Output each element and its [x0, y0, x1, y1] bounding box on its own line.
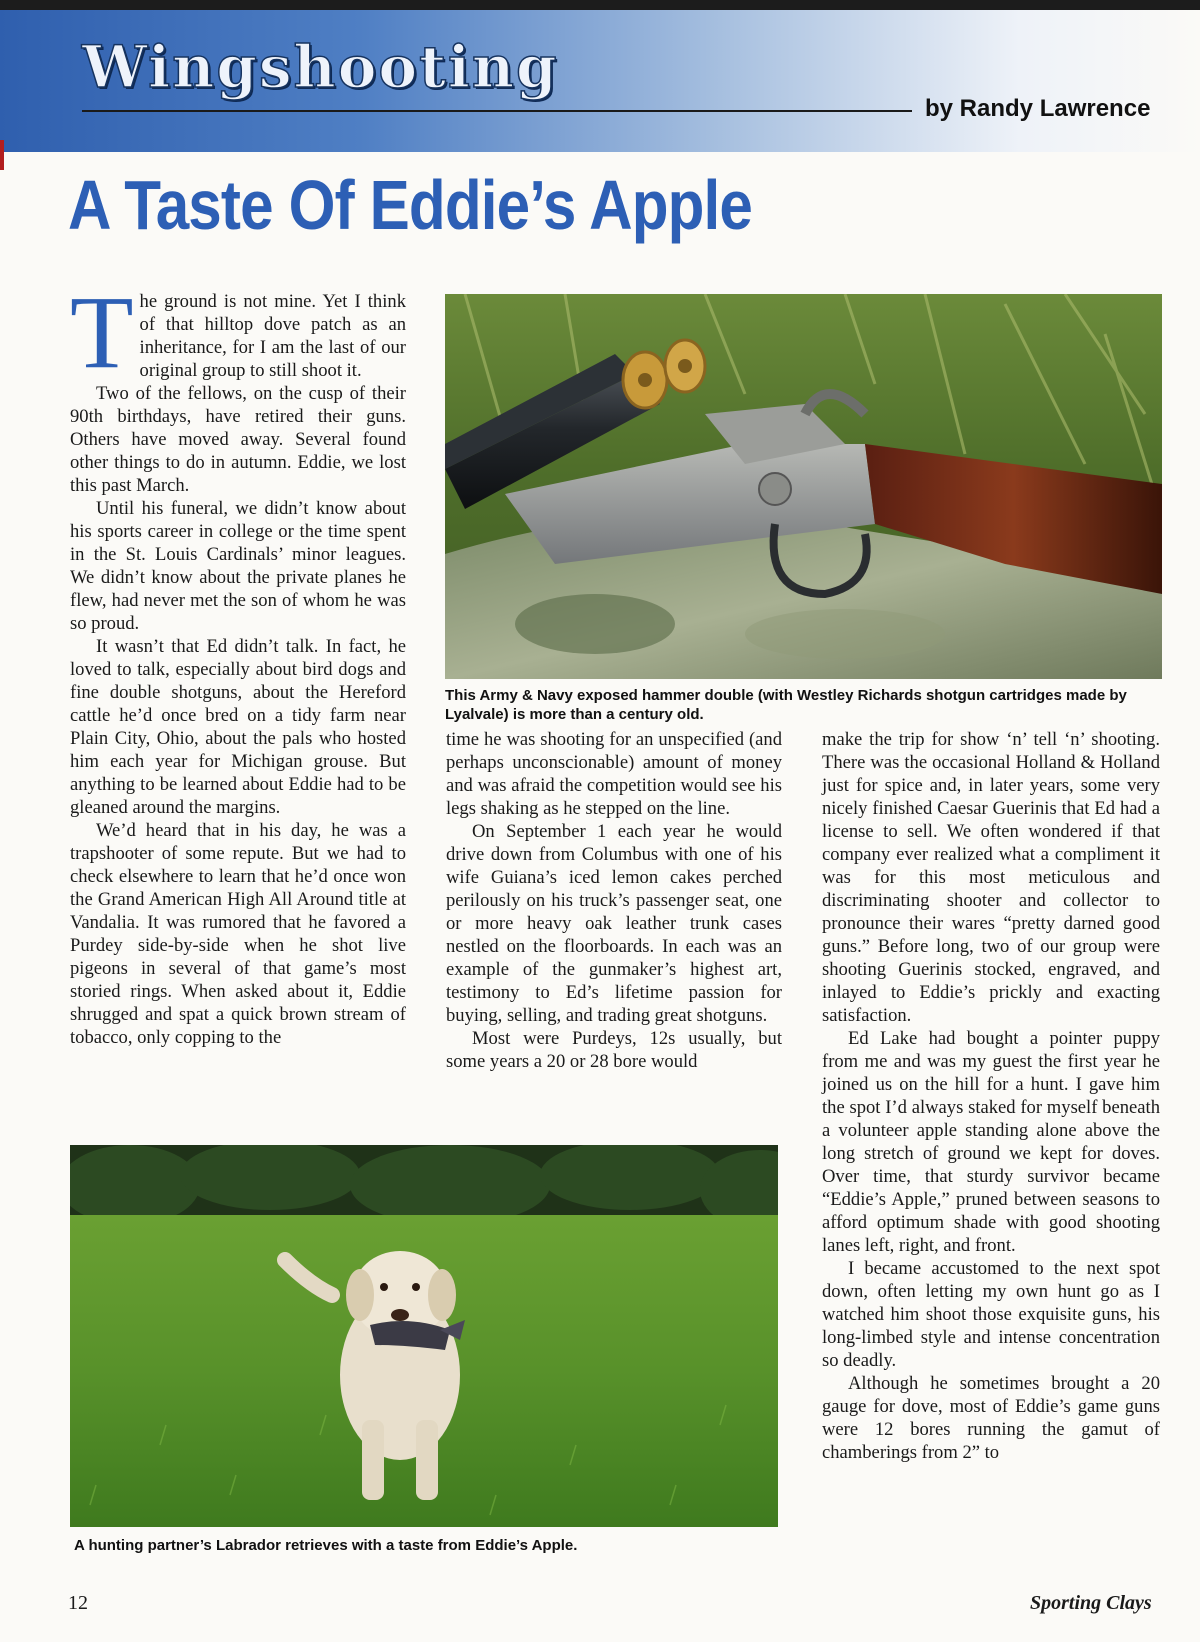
paragraph: We’d heard that in his day, he was a trapshooter of some repute. But we had to check elsewhere to learn that he’d once won the Grand American High All Around title at Vandalia. It was rumored that he favored a Purdey side-by-side when he shot live pigeons in several of that game’s most storied rings. When asked about it, Eddie shrugged and spat a quick brown stream of tobacco, only copping to the [70, 820, 406, 1048]
drop-cap: T [70, 275, 134, 390]
page-number: 12 [68, 1592, 88, 1614]
paragraph: The ground is not mine. Yet I think of that hilltop dove patch as an inheritance, for I am the last of our original group to still shoot it. [70, 275, 406, 390]
article-column-3 [822, 728, 1160, 1464]
shotgun-photo [445, 294, 1162, 679]
paragraph: time he was shooting for an unspecified (and perhaps unconscionable) amount of money and was afraid the competition would see his legs shaking as he stepped on the line. [446, 729, 782, 819]
shotgun-illustration [445, 294, 1162, 679]
labrador-caption: A hunting partner’s Labrador retrieves with a taste from Eddie’s Apple. [74, 1537, 578, 1554]
paragraph: Ed Lake had bought a pointer puppy from me and was my guest the first year he joined us on the hill for a hunt. I gave him the spot I’d always staked for myself beneath a volunteer apple standing alone above the long stretch of ground we kept for doves. Over time, that sturdy survivor became “Eddie’s Apple,” pruned between seasons to afford optimum shade with good shooting lanes left, right, and front. [822, 1028, 1160, 1256]
paragraph: On September 1 each year he would drive down from Columbus with one of his wife Guiana’s iced lemon cakes perched perilously on his truck’s passenger seat, one or more heavy oak leather trunk cases nestled on the floorboards. In each was an example of the gunmaker’s highest art, testimony to Ed’s lifetime passion for buying, selling, and trading great shotguns. [446, 821, 782, 1026]
article-column-1 [70, 275, 406, 1049]
magazine-name: Sporting Clays [1030, 1592, 1152, 1614]
headline: A Taste Of Eddie’s Apple [68, 166, 753, 244]
shotgun-caption: This Army & Navy exposed hammer double (with Westley Richards shotgun cartridges made by Lyalvale) is more than a century old. [445, 687, 1127, 723]
paragraph: Until his funeral, we didn’t know about his sports career in college or the time spent in the St. Louis Cardinals’ minor leagues. We didn’t know about the private planes he flew, had never met the son of whom he was so proud. [70, 498, 406, 634]
paragraph: make the trip for show ‘n’ tell ‘n’ shooting. There was the occasional Holland & Holland just for spice and, in later years, some very nicely finished Caesar Guerinis that Ed had a license to sell. We often wondered if that company ever realized what a compliment it was for this most meticulous and discriminating shooter and collector to pronounce their wares “pretty darned good guns.” Before long, two of our group were shooting Guerinis stocked, engraved, and inlayed to Eddie’s prickly and exacting satisfaction. [822, 729, 1160, 1026]
paragraph: Most were Purdeys, 12s usually, but some years a 20 or 28 bore would [446, 1028, 782, 1072]
top-border [0, 0, 1200, 10]
paragraph: I became accustomed to the next spot down, often letting my own hunt go as I watched him shoot those exquisite guns, his long-limbed style and intense concentration so deadly. [822, 1258, 1160, 1371]
paragraph: It wasn’t that Ed didn’t talk. In fact, he loved to talk, especially about bird dogs and fine double shotguns, about the Hereford cattle he’d once bred on a tidy farm near Plain City, Ohio, about the pals who hosted him each year for Michigan grouse. But anything to be learned about Eddie had to be gleaned around the margins. [70, 636, 406, 818]
header-rule [82, 110, 912, 112]
byline: by Randy Lawrence [925, 95, 1151, 122]
red-edge-mark [0, 140, 4, 170]
labrador-photo [70, 1145, 778, 1527]
section-title: Wingshooting [82, 33, 559, 101]
article-column-2 [446, 728, 782, 1073]
paragraph: Two of the fellows, on the cusp of their 90th birthdays, have retired their guns. Others have moved away. Several found other things to do in autumn. Eddie, we lost this past March. [70, 383, 406, 496]
paragraph: Although he sometimes brought a 20 gauge for dove, most of Eddie’s game guns were 12 bores running the gamut of chamberings from 2” to [822, 1373, 1160, 1463]
labrador-illustration [70, 1145, 778, 1527]
